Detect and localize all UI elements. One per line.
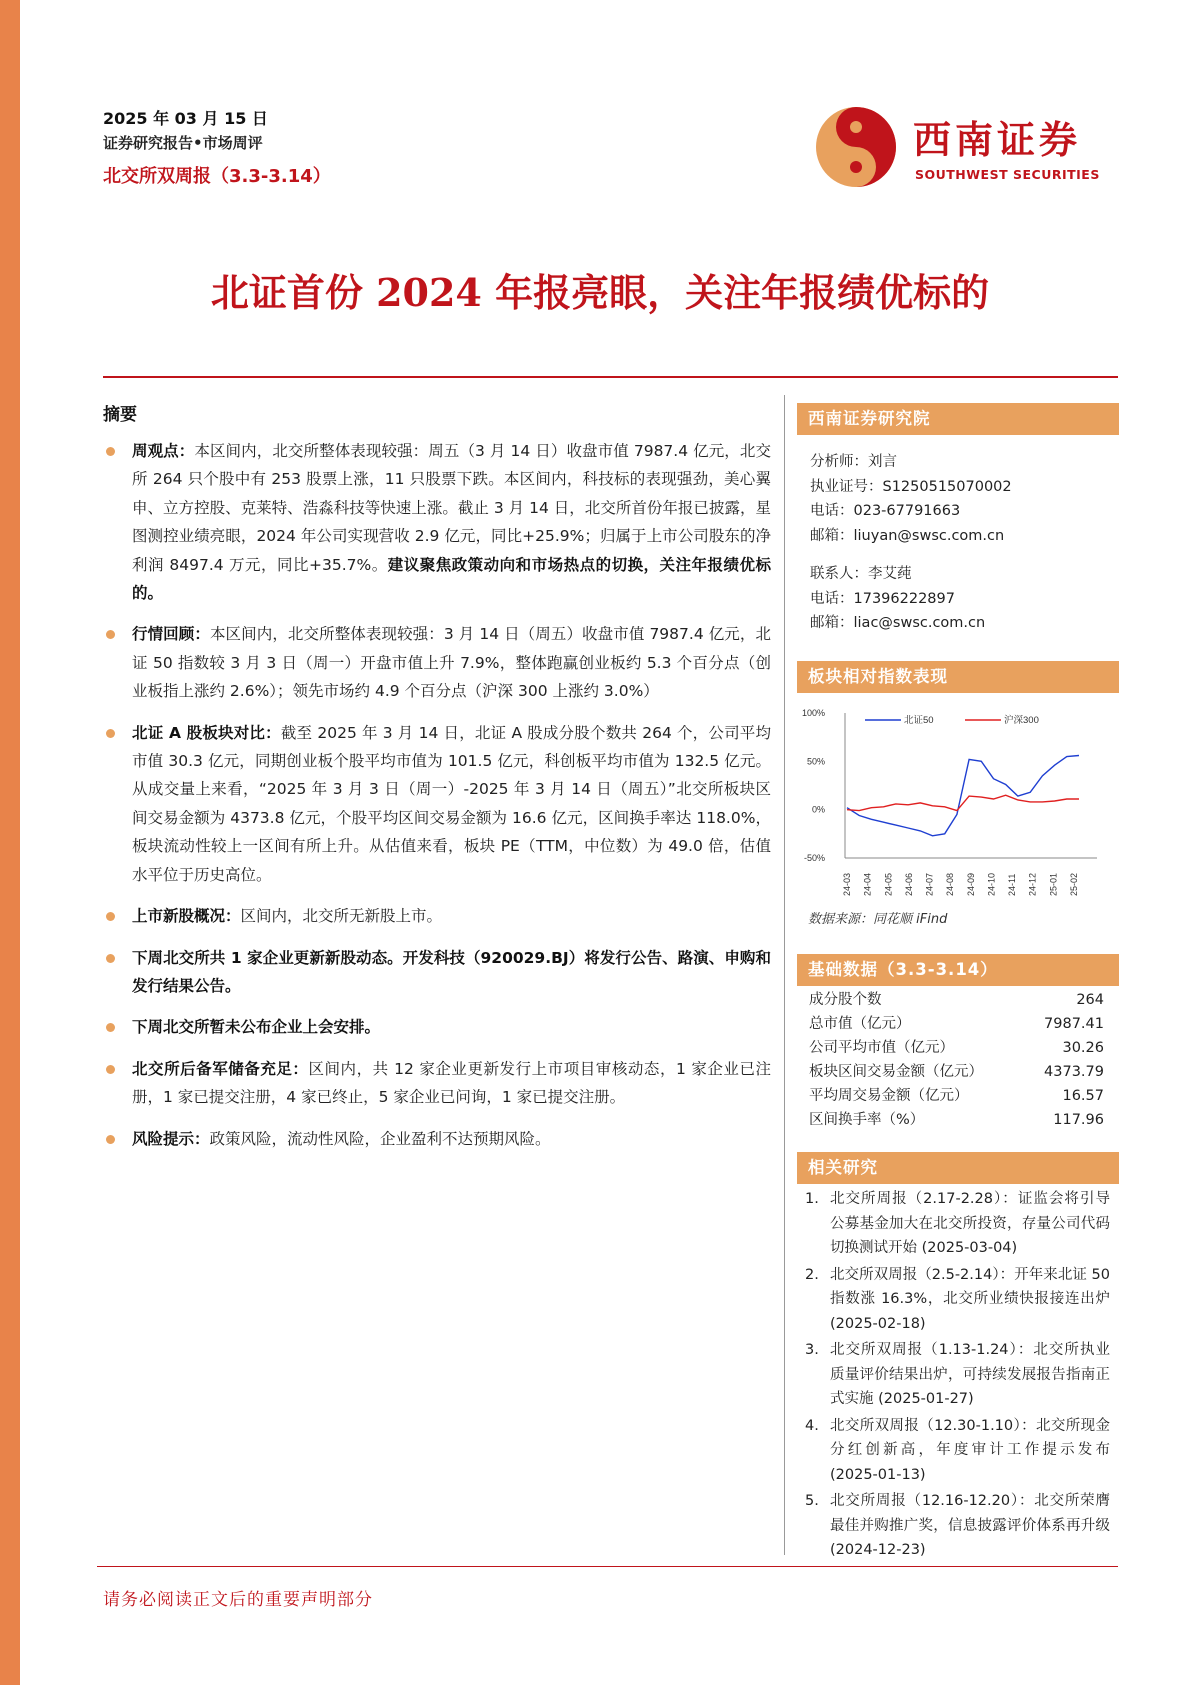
legend-label: 北证50 bbox=[904, 715, 934, 726]
bullet-lead: 北证 A 股板块对比： bbox=[132, 723, 281, 742]
analyst-phone bbox=[810, 499, 1012, 524]
item-number: 2. bbox=[805, 1266, 819, 1283]
table-row bbox=[797, 1108, 1119, 1132]
report-series: 北交所双周报（3.3-3.14） bbox=[103, 166, 331, 187]
table-row bbox=[797, 1060, 1119, 1084]
x-tick-label: 24-12 bbox=[1027, 872, 1038, 896]
item-text[interactable]: 北交所周报（2.17-2.28）：证监会将引导公募基金加大在北交所投资，存量公司代码切换测试开始 (2025-03-04) bbox=[830, 1191, 1110, 1256]
table-row bbox=[797, 1084, 1119, 1108]
x-tick-label: 24-05 bbox=[883, 872, 894, 896]
logo-chinese-name: 西南证券 bbox=[913, 117, 1082, 162]
bullet-lead: 行情回顾： bbox=[132, 625, 210, 644]
legend-label: 沪深300 bbox=[1004, 715, 1039, 726]
item-number: 4. bbox=[805, 1417, 819, 1434]
field-label: 电话： bbox=[810, 503, 854, 519]
x-tick-label: 24-11 bbox=[1007, 873, 1018, 896]
contact-phone bbox=[810, 587, 1012, 612]
email-link[interactable]: liac@swsc.com.cn bbox=[853, 615, 986, 631]
x-tick-label: 24-08 bbox=[945, 872, 956, 896]
row-value: 16.57 bbox=[1062, 1088, 1104, 1104]
x-tick-label: 24-07 bbox=[924, 872, 935, 896]
field-label: 邮箱： bbox=[810, 615, 854, 631]
row-label: 总市值（亿元） bbox=[809, 1016, 911, 1032]
table-row bbox=[797, 988, 1119, 1012]
abstract-bullets bbox=[103, 437, 771, 1166]
field-label: 邮箱： bbox=[810, 527, 854, 544]
row-value: 264 bbox=[1076, 992, 1104, 1008]
item-number: 5. bbox=[805, 1493, 819, 1509]
related-item[interactable] bbox=[805, 1414, 1110, 1488]
field-value: 李艾莼 bbox=[868, 566, 912, 582]
bullet-lead: 风险提示： bbox=[132, 1129, 210, 1148]
x-tick-label: 24-03 bbox=[842, 872, 852, 896]
bullet-text: 本区间内，北交所整体表现较强：周五（3 月 14 日）收盘市值 7987.4 亿元，北交所 264 只个股中有 253 股票上涨，11 只股票下跌。本区间内，科技标的表现强劲，美心翼申、立方控股、克莱特、浩淼科技等快速上涨。截止 3 月 14 日，北交所首份年报已披露，星图测控业绩亮眼，2024 年公司实现营收 2.9 亿元，同比+25.9%；归属于上市公司股东的净利润 8497.4 万元，同比+35.7%。 bbox=[132, 442, 771, 574]
x-tick-label: 25-02 bbox=[1069, 872, 1079, 896]
footer-divider bbox=[97, 1566, 1118, 1567]
row-label: 成分股个数 bbox=[809, 992, 882, 1008]
item-text[interactable]: 北交所双周报（1.13-1.24）：北交所执业质量评价结果出炉，可持续发展报告指南正式实施 (2025-01-27) bbox=[830, 1342, 1110, 1407]
item-number: 1. bbox=[805, 1191, 819, 1207]
bullet-lead: 北交所后备军储备充足： bbox=[132, 1059, 309, 1078]
x-tick-label: 24-04 bbox=[862, 872, 873, 896]
field-label: 执业证号： bbox=[810, 478, 883, 495]
item-text[interactable]: 北交所双周报（12.30-1.10）：北交所现金分红创新高，年度审计工作提示发布 (2025-01-13) bbox=[830, 1417, 1110, 1483]
related-item[interactable] bbox=[805, 1489, 1110, 1563]
bullet-pipeline bbox=[103, 1055, 771, 1112]
analyst-email[interactable] bbox=[810, 524, 1012, 549]
chart-svg bbox=[797, 705, 1119, 925]
analyst-info bbox=[810, 450, 1012, 636]
relative-index-chart bbox=[797, 705, 1119, 925]
related-item[interactable] bbox=[805, 1338, 1110, 1412]
item-number: 3. bbox=[805, 1342, 819, 1358]
bullet-emphasis: 建议聚焦政策动向和市场热点的切换，关注年报绩优标的。 bbox=[132, 555, 771, 603]
x-tick-label: 24-10 bbox=[986, 872, 997, 896]
row-value: 7987.41 bbox=[1044, 1016, 1104, 1032]
chart-source: 数据来源：同花顺 iFind bbox=[808, 912, 948, 927]
analyst-license bbox=[810, 475, 1012, 500]
email-link[interactable]: liuyan@swsc.com.cn bbox=[853, 527, 1005, 544]
y-tick-label: 50% bbox=[806, 756, 825, 767]
bullet-emphasis: 下周北交所共 1 家企业更新新股动态。开发科技（920029.BJ）将发行公告、路演、申购和发行结果公告。 bbox=[132, 948, 771, 995]
y-tick-label: -50% bbox=[803, 853, 825, 863]
related-item[interactable] bbox=[805, 1263, 1110, 1337]
footer-disclaimer: 请务必阅读正文后的重要声明部分 bbox=[103, 1590, 373, 1610]
table-row bbox=[797, 1036, 1119, 1060]
row-label: 区间换手率（%） bbox=[809, 1112, 925, 1128]
page-edge-bar bbox=[0, 0, 20, 1685]
field-label: 分析师： bbox=[810, 454, 868, 470]
row-value: 4373.79 bbox=[1044, 1064, 1104, 1080]
series-line-bz50 bbox=[847, 756, 1079, 836]
related-research-heading: 相关研究 bbox=[797, 1152, 1119, 1184]
logo-english-name: SOUTHWEST SECURITIES bbox=[915, 167, 1100, 182]
report-date: 2025 年 03 月 15 日 bbox=[103, 109, 268, 128]
analyst-name bbox=[810, 450, 1012, 475]
bullet-text: 区间内，北交所无新股上市。 bbox=[240, 907, 443, 926]
x-tick-label: 25-01 bbox=[1048, 872, 1059, 896]
bullet-listing-meetings bbox=[103, 1013, 771, 1041]
bullet-emphasis: 下周北交所暂未公布企业上会安排。 bbox=[132, 1018, 381, 1037]
bullet-text: 本区间内，北交所整体表现较强：3 月 14 日（周五）收盘市值 7987.4 亿元，北证 50 指数较 3 月 3 日（周一）开盘市值上升 7.9%，整体跑赢创业板约 5.3 个百分点（创业板指上涨约 2.6%）；领先市场约 4.9 个百分点（沪深 300 上涨约 3.0%） bbox=[132, 625, 771, 701]
field-value: 023-67791663 bbox=[853, 503, 961, 519]
contact-email[interactable] bbox=[810, 611, 1012, 636]
row-label: 公司平均市值（亿元） bbox=[809, 1040, 954, 1056]
x-tick-label: 24-06 bbox=[903, 872, 914, 896]
row-label: 平均周交易金额（亿元） bbox=[809, 1088, 969, 1104]
y-tick-label: 0% bbox=[811, 804, 825, 815]
item-text[interactable]: 北交所双周报（2.5-2.14）：开年来北证 50 指数涨 16.3%，北交所业绩快报接连出炉 (2025-02-18) bbox=[830, 1266, 1110, 1332]
report-title: 北证首份 2024 年报亮眼，关注年报绩优标的 bbox=[210, 270, 990, 315]
bullet-sector-compare bbox=[103, 719, 771, 889]
contact-name bbox=[810, 562, 1012, 587]
row-value: 30.26 bbox=[1062, 1040, 1104, 1056]
bullet-market-review bbox=[103, 620, 771, 705]
bullet-text: 截至 2025 年 3 月 14 日，北证 A 股成分股个数共 264 个，公司平均市值 30.3 亿元，同期创业板个股平均市值为 101.5 亿元，科创板平均市值为 132.5 亿元。从成交量上来看，“2025 年 3 月 3 日（周一）-2025 年 3 月 14 日（周五）”北交所板块区间交易金额为 4373.8 亿元，个股平均区间交易金额为 16.6 亿元，区间换手率达 118.0%，板块流动性较上一区间有所上升。从估值来看，板块 PE（TTM，中位数）为 49.0 倍，估值水平位于历史高位。 bbox=[132, 723, 771, 884]
field-value: 刘言 bbox=[868, 454, 897, 470]
field-label: 电话： bbox=[810, 590, 854, 607]
institute-heading: 西南证券研究院 bbox=[797, 403, 1119, 435]
field-value: 17396222897 bbox=[853, 590, 955, 607]
basic-data-table bbox=[797, 988, 1119, 1132]
report-header bbox=[103, 106, 331, 188]
related-research-list bbox=[805, 1187, 1110, 1565]
abstract-heading: 摘要 bbox=[103, 405, 137, 425]
bullet-text: 区间内，共 12 家企业更新发行上市项目审核动态，1 家企业已注册，1 家已提交注册，4 家已终止，5 家企业已问询，1 家已提交注册。 bbox=[132, 1059, 771, 1107]
bullet-risk bbox=[103, 1125, 771, 1153]
field-value: S1250515070002 bbox=[882, 478, 1012, 495]
chart-heading: 板块相对指数表现 bbox=[797, 661, 1119, 693]
bullet-text: 政策风险，流动性风险，企业盈利不达预期风险。 bbox=[209, 1129, 551, 1148]
field-label: 联系人： bbox=[810, 566, 868, 582]
bullet-new-stock-updates bbox=[103, 944, 771, 1001]
southwest-securities-logo bbox=[815, 103, 1105, 193]
bullet-weekly-view bbox=[103, 437, 771, 607]
related-item[interactable] bbox=[805, 1187, 1110, 1261]
logo-mark-icon bbox=[815, 106, 897, 188]
y-tick-label: 100% bbox=[801, 708, 825, 718]
bullet-new-listings bbox=[103, 902, 771, 930]
x-tick-label: 24-09 bbox=[965, 872, 976, 896]
row-label: 板块区间交易金额（亿元） bbox=[809, 1064, 983, 1080]
bullet-lead: 周观点： bbox=[132, 442, 195, 460]
title-divider bbox=[103, 376, 1118, 378]
row-value: 117.96 bbox=[1053, 1112, 1104, 1128]
report-type: 证券研究报告•市场周评 bbox=[103, 134, 263, 152]
item-text[interactable]: 北交所周报（12.16-12.20）：北交所荣膺最佳并购推广奖，信息披露评价体系再升级 (2024-12-23) bbox=[830, 1493, 1110, 1558]
bullet-lead: 上市新股概况： bbox=[132, 907, 241, 926]
column-divider bbox=[784, 395, 785, 1555]
table-row bbox=[797, 1012, 1119, 1036]
series-line-hs300 bbox=[847, 795, 1079, 810]
basic-data-heading: 基础数据（3.3-3.14） bbox=[797, 954, 1119, 986]
